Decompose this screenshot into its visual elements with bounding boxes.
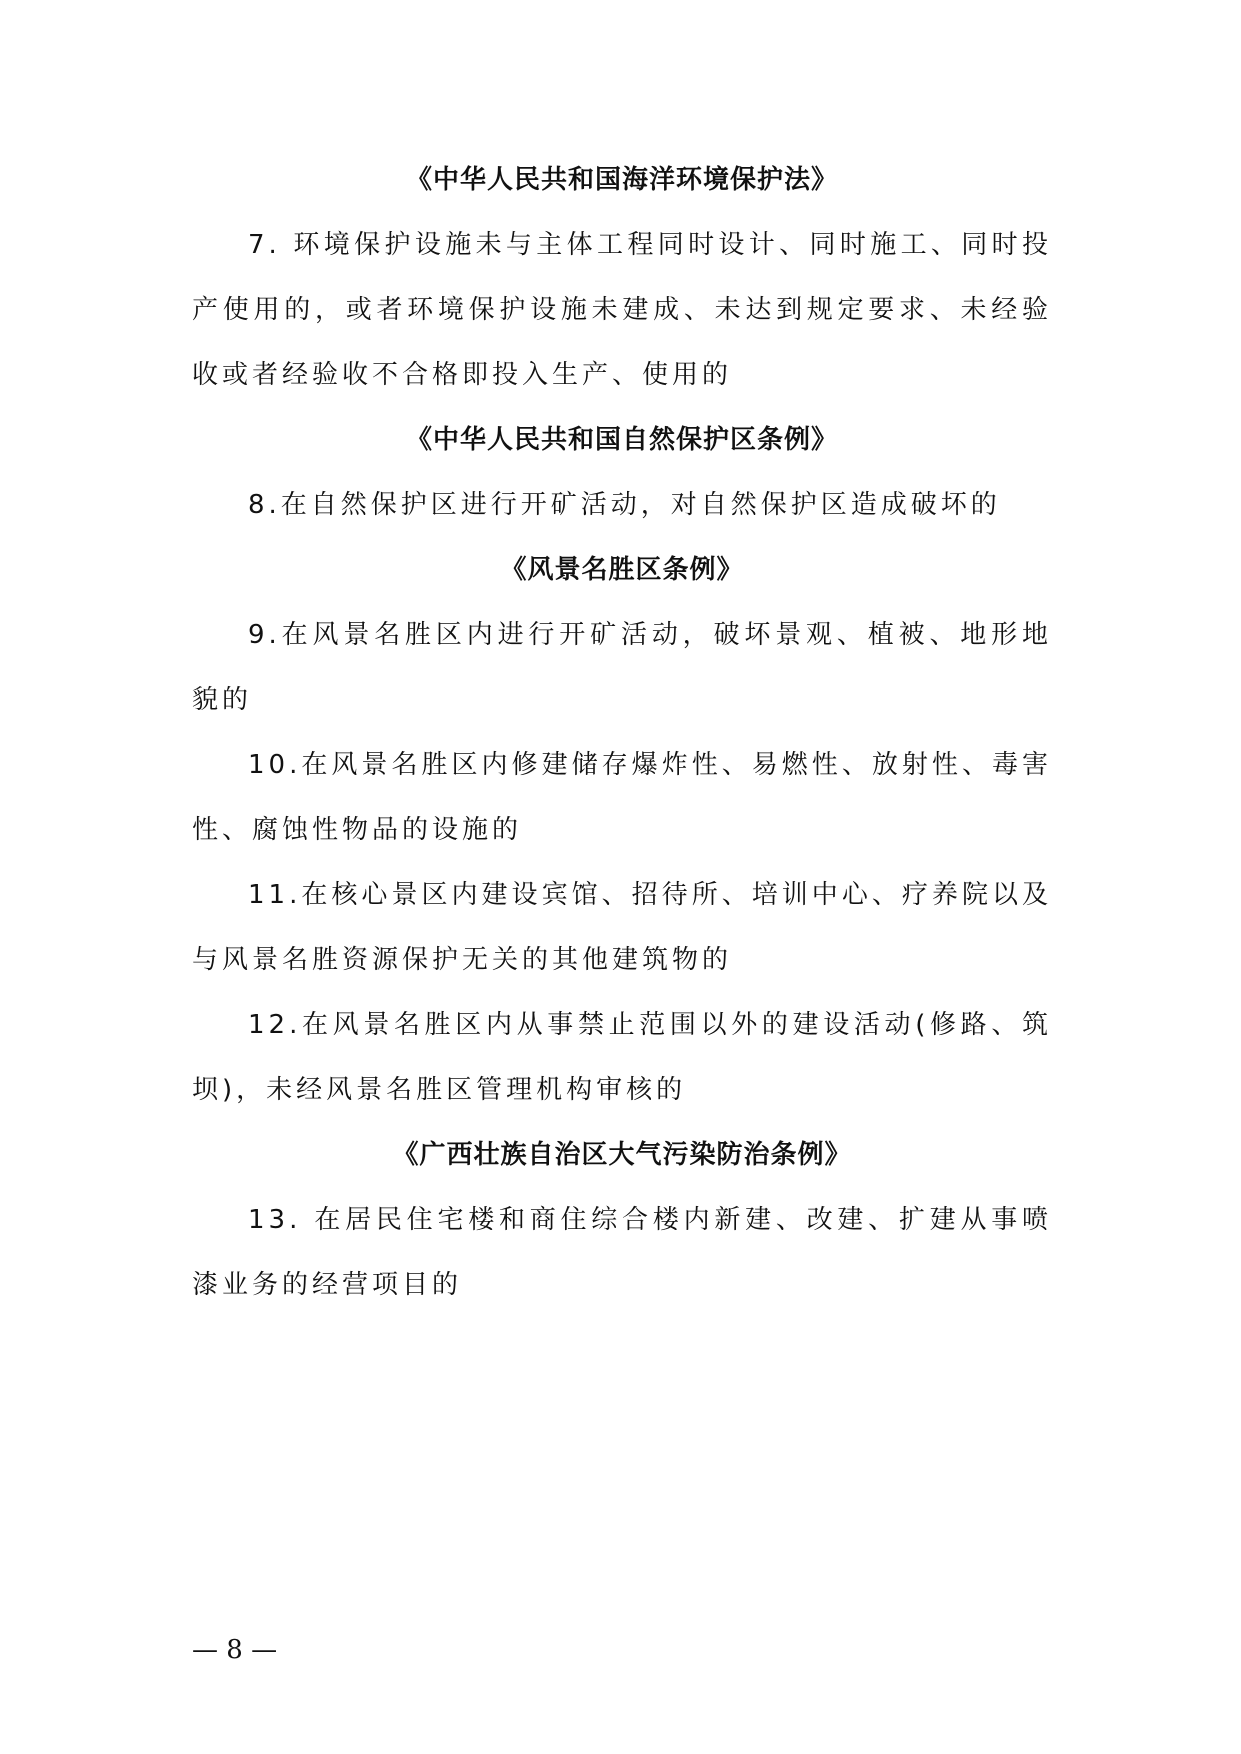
clause-11: 11.在核心景区内建设宾馆、招待所、培训中心、疗养院以及与风景名胜资源保护无关的其他建筑物的 bbox=[192, 880, 1052, 975]
page-number: — 8 — bbox=[192, 1635, 278, 1665]
section-heading-guangxi-air-pollution-regulations: 《广西壮族自治区大气污染防治条例》 bbox=[392, 1140, 852, 1170]
clause-13: 13. 在居民住宅楼和商住综合楼内新建、改建、扩建从事喷漆业务的经营项目的 bbox=[192, 1205, 1052, 1300]
page-content bbox=[192, 148, 1052, 1318]
section-heading-marine-environment-law: 《中华人民共和国海洋环境保护法》 bbox=[405, 165, 838, 195]
clause-12: 12.在风景名胜区内从事禁止范围以外的建设活动(修路、筑坝)，未经风景名胜区管理机构审核的 bbox=[192, 1010, 1052, 1105]
clause-8: 8.在自然保护区进行开矿活动，对自然保护区造成破坏的 bbox=[248, 490, 1001, 520]
section-heading-scenic-area-regulations: 《风景名胜区条例》 bbox=[500, 555, 744, 585]
section-heading-nature-reserve-regulations: 《中华人民共和国自然保护区条例》 bbox=[405, 425, 838, 455]
clause-10: 10.在风景名胜区内修建储存爆炸性、易燃性、放射性、毒害性、腐蚀性物品的设施的 bbox=[192, 750, 1052, 845]
clause-7: 7. 环境保护设施未与主体工程同时设计、同时施工、同时投产使用的，或者环境保护设施未建成、未达到规定要求、未经验收或者经验收不合格即投入生产、使用的 bbox=[192, 230, 1052, 390]
clause-9: 9.在风景名胜区内进行开矿活动，破坏景观、植被、地形地貌的 bbox=[192, 620, 1052, 715]
